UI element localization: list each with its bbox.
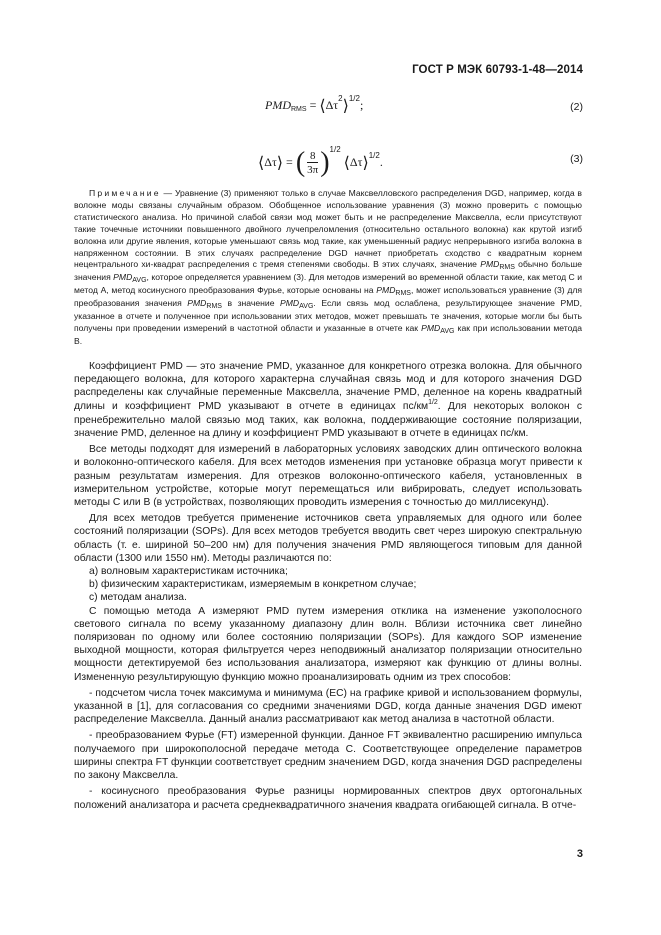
list-item-a: а) волновым характеристикам источника; — [89, 566, 288, 578]
angle-open: ⟨ — [319, 98, 326, 115]
standard-header: ГОСТ Р МЭК 60793-1-48—2014 — [412, 64, 583, 76]
list-item-c: с) методам анализа. — [89, 592, 187, 604]
equation-3-number: (3) — [570, 153, 583, 165]
half-exponent: 1/2 — [348, 94, 360, 103]
equals-sign: = — [283, 154, 296, 169]
equation-2-number: (2) — [570, 101, 583, 113]
angle-open-2: ⟨ — [343, 154, 350, 172]
equals-sign: = — [306, 98, 320, 112]
delta-tau: Δτ — [264, 154, 277, 169]
rms-subscript: RMS — [291, 106, 307, 113]
paragraph-pmd-coefficient: Коэффициент PMD — это значение PMD, указанное для конкретного отрезка волокна. Для обычного передающего волокна, для которого характерна случайная связь мод и для которого значения DGD распределены как случайные переменные Максвелла, значение PMD, деленное на корень квадратный длины и коэффициент PMD указывают в отчете в единицах $пс/км^{1/2}$. Для некоторых волокон с пренебрежительно малой связью мод таких, как волокна, поддерживающие состояние поляризации, значение PMD, деленное на длину и коэффициент PMD указывают в отчете в единицах пс/км. — [74, 361, 583, 440]
pmd-symbol: PMD — [265, 98, 291, 112]
note-paragraph: Примечание — Уравнение (3) применяют только в случае Максвелловского распределения DGD, например, когда в волокне моды связаны случайным образом. Обобщенное использование уравнения (3) можно проверить с помощью статистического анализа. Но причиной слабой связи мод может быть и не распределение Максвелла, если присутствуют такие точечные источники повышенного двойного лучепреломления (относительно остального волокна) как крутой изгиб волокна или другие явления, которые уменьшают связь мод такие, как уменьшенный радиус непрерывного изгиба волокна в напряженном состоянии. В этих случаях распределение DGD начнет приобретать сходство с квадратным корнем нецентрального хи-квадрат распределения с тремя степенями свободы. В этих случаях, значение $PMD_{RMS}$ обычно больше значения $PMD_{AVG}$, которое определяется уравнением (3). Для методов измерений во временной области такие, как метод С и метод А, метод косинусного преобразования Фурье, которые основаны на $PMD_{RMS}$, может использоваться уравнение (3) для преобразования значения $PMD_{RMS}$ в значение $PMD_{AVG}$. Если связь мод ослаблена, результирующее значение PMD, указанное в отчете и полученное при использовании этих методов, может превышать те значения, которые могли бы быть получены при проведении измерений в частотной области и указанные в отчете как $PMD_{AVG}$ как при использовании метода В. — [74, 188, 583, 346]
note-block — [74, 188, 582, 348]
paragraph-cosine-fourier: - косинусного преобразования Фурье разницы нормированных спектров двух ортогональных положений анализатора и расчета среднеквадратичного значения квадрата огибающей сигнала. В отче- — [74, 786, 582, 811]
half-exponent: 1/2 — [329, 144, 341, 154]
paragraph-methods: Все методы подходят для измерений в лабораторных условиях заводских длин оптического волокна и волоконно-оптического кабеля. Для всех методов изменения при установке образца могут привести к разным результатам измерения. Для отрезков волоконно-оптического кабеля, установленных в измерительном устройстве, которые могут перемещаться или вибрировать, следует использовать методы С или В (в устройствах, позволяющих проводить измерения с точностью до миллисекунд). — [74, 444, 582, 509]
paragraph-method-a: С помощью метода А измеряют PMD путем измерения отклика на изменение узкополосного светового сигнала по всему указанному диапазону длин волн. Вблизи источника свет линейно поляризован по одному или более состоянию поляризации (SOPs). Для каждого SOP изменение выходной мощности, которая фильтруется через неподвижный анализатор поляризации относительно мощности детектируемой без использования анализатора, измеряют как функцию от длины волны. Измененную результирующую функцию можно проанализировать одним из трех способов: — [74, 605, 582, 683]
angle-close: ⟩ — [276, 154, 284, 172]
delta-tau-2: Δτ — [349, 154, 363, 169]
terminator: . — [379, 154, 383, 169]
note-label: Примечание — [89, 188, 161, 198]
fraction-denominator: 3π — [307, 164, 319, 176]
fraction-numerator: 8 — [309, 150, 316, 162]
angle-open: ⟨ — [258, 154, 265, 172]
main-text — [74, 360, 582, 812]
delta-tau: Δτ — [325, 98, 339, 112]
paragraph-light-sources: Для всех методов требуется применение источников света управляемых для одного или более состояний поляризации (SOPs). Для всех методов требуется вводить свет через широкую спектральную область (т. е. шириной 50–200 нм) для получения значения PMD являющегося типовым для данной области (1300 или 1550 нм). Методы различаются по: — [74, 513, 582, 564]
page-number: 3 — [576, 848, 583, 860]
equation-2 — [265, 96, 363, 116]
angle-close-2: ⟩ — [362, 154, 369, 172]
paragraph-fourier: - преобразованием Фурье (FT) измеренной функции. Данное FT эквивалентно расширению импульса получаемого при широкополосной передаче метода С. Соответствующее определение параметров ширины спектра FT функции соответствует средним значением DGD, когда значения DGD распределены по закону Максвелла. — [74, 730, 582, 782]
equation-3 — [258, 144, 383, 179]
paren-open: ( — [295, 147, 306, 178]
fraction — [307, 150, 318, 176]
list-item-b: b) физическим характеристикам, измеряемым в конкретном случае; — [89, 579, 417, 591]
terminator: ; — [359, 98, 364, 112]
half-exponent-2: 1/2 — [368, 150, 380, 160]
angle-close: ⟩ — [342, 98, 349, 115]
square-exponent: 2 — [338, 94, 343, 103]
paragraph-ec-count: - подсчетом числа точек максимума и минимума (ЕС) на графике кривой и использованием формулы, указанной в [1], для согласования со средними значениями DGD, когда данные значения DGD имеют распределение Максвелла. Данный анализ рассматривают как метод анализа в частотной области. — [74, 687, 582, 726]
paren-close: ) — [320, 147, 330, 178]
